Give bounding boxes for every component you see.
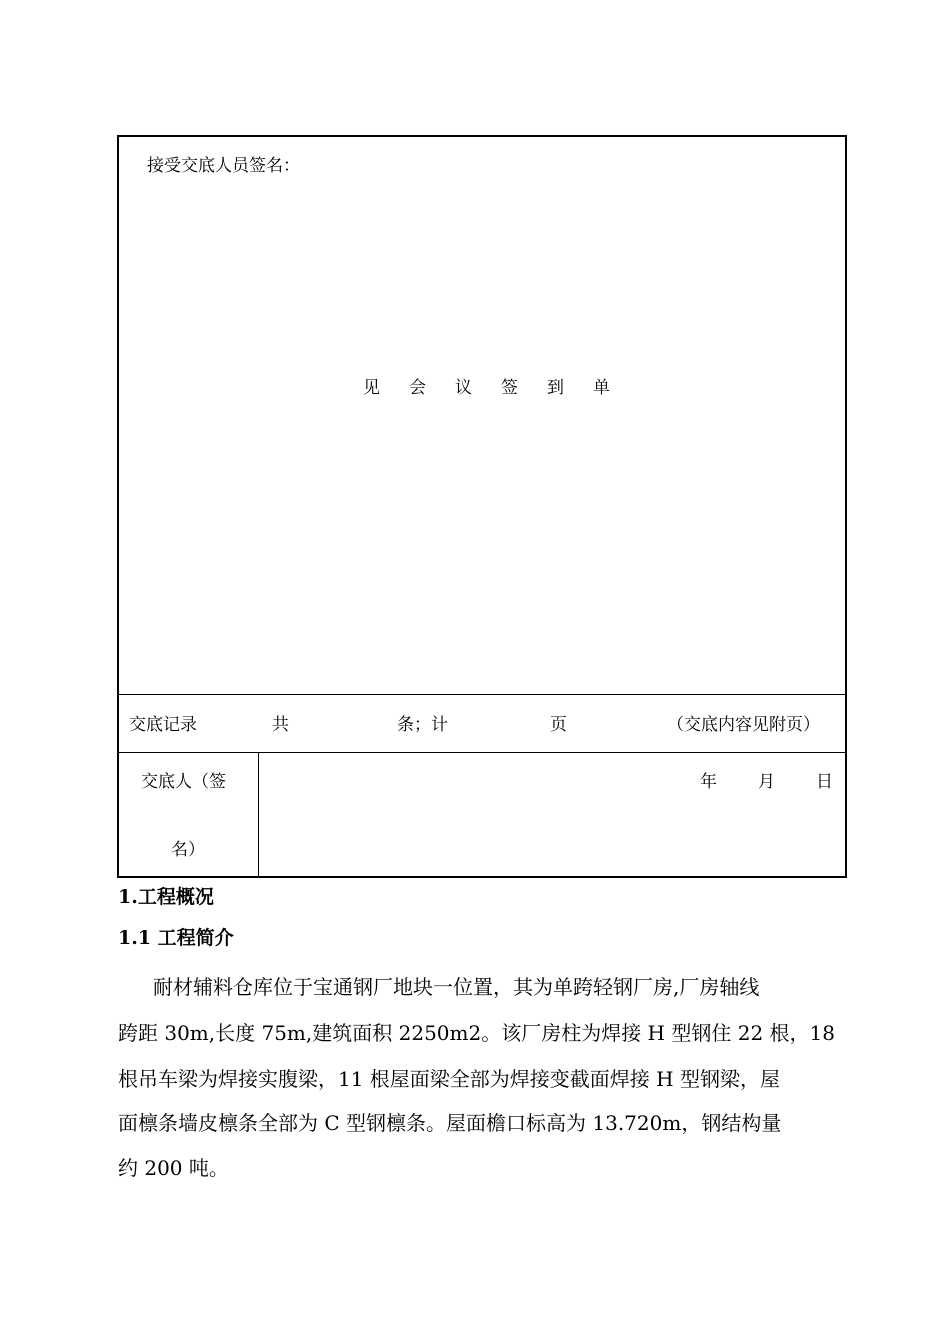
handover-person-label-line1: 交底人（签 [141, 772, 226, 792]
date-day-label: 日 [816, 772, 833, 792]
paragraph-line: 面檩条墙皮檩条全部为 C 型钢檩条。屋面檐口标高为 13.720m，钢结构量 [118, 1111, 782, 1135]
record-attachment-note: （交底内容见附页） [667, 715, 820, 735]
handover-person-label-cell [119, 753, 259, 878]
paragraph-line: 跨距 30m,长度 75m,建筑面积 2250m2。该厂房柱为焊接 H 型钢住 22 根，18 [118, 1021, 835, 1045]
date-month-label: 月 [758, 772, 775, 792]
record-label: 交底记录 [129, 715, 197, 735]
record-pages-label: 页 [550, 715, 567, 735]
handover-person-label-line2: 名） [171, 840, 205, 860]
meeting-sign-in-note: 见会议签到单 [363, 378, 639, 398]
receiver-signature-label: 接受交底人员签名： [147, 156, 300, 176]
paragraph-line: 根吊车梁为焊接实腹梁，11 根屋面梁全部为焊接变截面焊接 H 型钢梁，屋 [118, 1067, 780, 1091]
paragraph-line: 约 200 吨。 [118, 1156, 229, 1180]
date-year-label: 年 [700, 772, 717, 792]
section-heading-overview: 1.工程概况 [118, 886, 214, 908]
record-row [119, 695, 845, 753]
paragraph-line: 耐材辅料仓库位于宝通钢厂地块一位置，其为单跨轻钢厂房,厂房轴线 [153, 975, 760, 999]
handover-person-row [119, 753, 845, 878]
record-items-label: 条；计 [397, 715, 448, 735]
section-heading-intro: 1.1 工程简介 [118, 927, 234, 949]
handover-form-table [117, 135, 847, 878]
record-total-label: 共 [272, 715, 289, 735]
signature-row [119, 137, 845, 695]
